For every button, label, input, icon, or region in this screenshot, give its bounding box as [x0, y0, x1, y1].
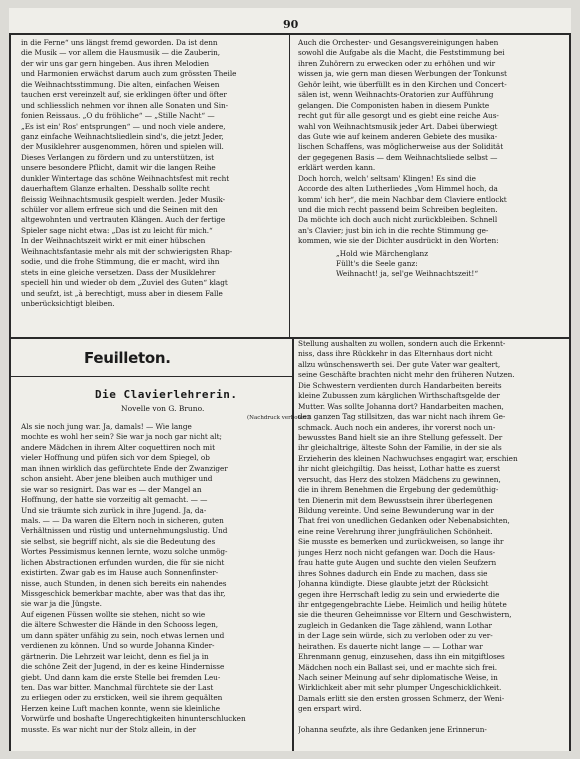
text-line: heirathen. Es dauerte nicht lange — — Lothar war: [298, 641, 483, 651]
text-line: eine reine Verehrung ihrer jungfräulichen Schönheit.: [298, 526, 493, 536]
reprint-note: (Nachdruck verboten.): [247, 415, 311, 421]
text-line: ihren Zuhörern zu erwecken oder zu erhöhen und wir: [298, 58, 496, 68]
text-line: fleissig Weihnachtsmusik gespielt werden. Jeder Musik-: [21, 194, 226, 204]
text-line: Hoffnung, der hatte sie vorzeitig alt gemacht. — —: [21, 495, 208, 505]
text-line: sie war so resignirt. Das war es — der Mangel an: [21, 484, 202, 494]
text-line: Verhältnissen und rüstig und unternehmungslustig. Und: [21, 526, 228, 536]
text-line: die schöne Zeit der Jugend, in der es keine Hindernisse: [21, 662, 225, 672]
text-line: ten Dienerin mit dem Bewusstsein ihrer überlegenen: [298, 495, 493, 505]
text-line: bewusstes Band hielt sie an ihre Stellung gefesselt. Der: [298, 432, 503, 442]
text-line: versucht, das Herz des stolzen Mädchens zu gewinnen,: [298, 474, 501, 484]
text-line: ihres Sohnes dadurch ein Ende zu machen, dass sie: [298, 568, 488, 578]
text-line: giebt. Und dann kam die erste Stelle bei fremden Leu-: [21, 672, 221, 682]
text-line: die Weihnachtsstimmung. Die alten, einfachen Weisen: [21, 79, 220, 89]
feuilleton-box-right: [292, 338, 294, 751]
text-line: Die Schwestern verdienten durch Handarbeiten bereits: [298, 380, 502, 390]
text-line: andere Mädchen in ihrem Alter coquettiren noch mit: [21, 442, 215, 452]
text-line: Johanna seufzte, als ihre Gedanken jene Erinnerun-: [298, 725, 487, 735]
top-column-divider: [289, 33, 290, 338]
story-left-column: [21, 422, 289, 735]
text-line: und schliesslich nehmen vor ihnen alle Sonaten und Sin-: [21, 100, 229, 110]
story-right-column: [298, 339, 562, 736]
story-title: Die Clavierlehrerin.: [95, 388, 238, 401]
text-line: altgewohnten und vertrauten Klängen. Auch der fertige: [21, 215, 226, 225]
verse-line: Weihnacht! ja, sel'ge Weihnachtszeit!“: [336, 269, 479, 278]
text-line: wahl von Weihnachtsmusik jeder Art. Dabei überwiegt: [298, 121, 498, 131]
text-line: wissen ja, wie gern man diesen Werbungen der Tonkunst: [298, 69, 507, 79]
text-line: Weihnachtsfantasie mehr als mit der schwierigsten Rhap-: [21, 246, 233, 256]
text-line: Doch horch, welch' seltsam' Klingen! Es sind die: [298, 173, 476, 183]
frame-top-rule: [9, 33, 571, 35]
verse-line: Füllt's die Seele ganz:: [336, 259, 418, 268]
feuilleton-heading-rule: [9, 376, 292, 377]
text-line: verdienen zu können. Und so wurde Johanna Kinder-: [21, 641, 215, 651]
feuilleton-heading: Feuilleton.: [84, 349, 171, 367]
text-line: sodie, und die frohe Stimmung, die er macht, wird ihn: [21, 257, 220, 267]
text-line: Bildung vereinte. Und seine Bewunderung war in der: [298, 506, 494, 515]
text-line: sälen ist, wenn Weihnachts-Oratorien zur Aufführung: [298, 90, 494, 100]
text-line: Da möchte ich doch auch nicht zurückbleiben. Schnell: [298, 215, 498, 225]
text-line: der wir uns gar gern hingeben. Aus ihren Melodien: [21, 58, 210, 68]
text-line: schüler vor allem erfreue sich und die Seinen mit den: [21, 205, 218, 214]
text-line: niss, dass ihre Rückkehr in das Elternhaus dort nicht: [298, 349, 493, 359]
text-line: lichen Abstractionen erfunden wurden, die für sie nicht: [21, 557, 225, 567]
verse-line: „Hold wie Märchenglanz: [336, 249, 429, 258]
text-line: Spieler sage nicht etwa: „Das ist zu leicht für mich.“: [21, 225, 213, 235]
text-line: Wortes Pessimismus kennen lernte, wozu solche unmög-: [21, 547, 228, 557]
text-line: in die Ferne“ uns längst fremd geworden. Da ist denn: [21, 38, 218, 47]
text-line: die ältere Schwester die Hände in den Schooss legen,: [21, 620, 219, 630]
text-line: gelangen. Die Componisten haben in diesem Punkte: [298, 100, 490, 110]
text-line: Vorwürfe und boshafte Ungerechtigkeiten hinunterschlucken: [21, 714, 246, 724]
text-line: sie die theuren Geheimnisse vor Eltern und Geschwistern,: [298, 610, 512, 620]
text-line: Mädchen noch ein Ballast sei, und er machte sich frei.: [298, 662, 498, 672]
text-line: unberücksichtigt bleiben.: [21, 298, 115, 308]
text-line: gen erspart wird.: [298, 704, 362, 714]
text-line: der gegegenen Basis — dem Weihnachtsliede selbst —: [298, 152, 498, 162]
text-line: zu erliegen oder zu ersticken, weil sie ihrem gequälten: [21, 693, 223, 703]
text-line: dauerhaftem Glanze erhalten. Desshalb sollte recht: [21, 184, 210, 194]
text-line: Ehrenmann genug, einzusehen, dass ihn ein mitgiftloses: [298, 652, 505, 662]
text-line: komm' ich her“, die mein Nachbar dem Claviere entlockt: [298, 194, 507, 204]
text-line: ihr entgegengebrachte Liebe. Heimlich und heilig hütete: [298, 599, 507, 609]
text-line: mals. — — Da waren die Eltern noch in sicheren, guten: [21, 515, 224, 525]
text-line: der Musiklehrer ausgenommen, hören und spielen will.: [21, 142, 224, 152]
text-line: That frei von unedlichen Gedanken oder Nebenabsichten,: [298, 516, 510, 526]
text-line: in der Lage sein würde, sich zu verloben oder zu ver-: [298, 631, 493, 641]
text-line: sie war ja die Jüngste.: [21, 599, 102, 609]
text-line: ganz einfache Weihnachtsliedlein sind's, die jetzt Jeder,: [21, 131, 224, 141]
text-line: [298, 715, 562, 725]
text-line: Erzieherin des kleinen Nachwuchses engagirt war, erschien: [298, 453, 518, 463]
text-line: Als sie noch jung war. Ja, damals! — Wie lange: [21, 422, 192, 431]
text-line: das Gute wie auf keinem anderen Gebiete des musika-: [298, 131, 498, 141]
text-line: vieler Hoffnung und püfen sich vor dem Spiegel, ob: [21, 453, 210, 463]
text-line: „Es ist ein' Ros' entsprungen“ — und noch viele andere,: [21, 121, 226, 131]
text-line: Nach seiner Meinung auf sehr diplomatische Weise, in: [298, 673, 498, 682]
text-line: tauchen erst vereinzelt auf, sie erklingen öfter und öfter: [21, 90, 227, 100]
text-line: man ihnen wirklich das gefürchtete Ende der Zwanziger: [21, 463, 228, 473]
text-line: ten. Das war bitter. Manchmal fürchtete sie der Last: [21, 682, 214, 692]
text-line: schon ansieht. Aber jene bleiben auch muthiger und: [21, 474, 213, 484]
newspaper-page: [9, 8, 571, 751]
text-line: und die mich recht passend beim Schreiben begleiten.: [298, 205, 498, 214]
text-line: sowohl die Aufgabe als die Macht, die Feststimmung bei: [298, 48, 505, 58]
text-line: frau hatte gute Augen und suchte den vielen Seufzern: [298, 558, 497, 568]
text-line: Johanna kündigte. Diese glaubte jetzt der Rücksicht: [298, 579, 489, 589]
text-line: zugleich in Gedanken die Tage zählend, wann Lothar: [298, 620, 492, 630]
text-line: Mutter. Was sollte Johanna dort? Handarbeiten machen,: [298, 401, 504, 411]
text-line: Wirklichkeit aber mit sehr plumper Ungeschicklichkeit.: [298, 683, 502, 693]
frame-right-rule: [569, 33, 571, 751]
text-line: Herzen keine Luft machen konnte, wenn sie kleinliche: [21, 703, 221, 713]
text-line: existirten. Zwar gab es im Hause auch Sonnenfinster-: [21, 568, 219, 578]
text-line: dunkler Wintertage das schöne Weihnachtsfest mit recht: [21, 173, 230, 183]
text-line: Missgeschick bemerkbar machte, aber was that das ihr,: [21, 589, 226, 598]
text-line: erklärt werden kann.: [298, 163, 376, 173]
text-line: allzu wünschenswerth sei. Der gute Vater war gealtert,: [298, 359, 501, 369]
text-line: recht gut für alle gesorgt und es giebt eine reiche Aus-: [298, 111, 499, 121]
text-line: die Musik — vor allem die Hausmusik — die Zauberin,: [21, 48, 221, 58]
text-line: fonien Reissaus. „O du fröhliche“ — „Stille Nacht“ —: [21, 111, 215, 121]
top-right-column: [298, 38, 562, 247]
text-line: nisse, auch Stunden, in denen sich bereits ein nahendes: [21, 578, 227, 588]
text-line: In der Weihnachtszeit wirkt er mit einer hübschen: [21, 236, 206, 246]
text-line: an's Clavier; just bin ich in die rechte Stimmung ge-: [298, 225, 489, 235]
text-line: unsere besondere Pflicht, damit wir die langen Reihe: [21, 163, 216, 173]
text-line: gärtnerin. Die Lehrzeit war leicht, denn es fiel ja in: [21, 651, 209, 661]
text-line: sie selbst, sie begriff nicht, als sie die Bedeutung des: [21, 536, 216, 546]
text-line: und Harmonien erwächst darum auch zum grössten Theile: [21, 69, 237, 79]
text-line: Accorde des alten Lutherliedes „Vom Himmel hoch, da: [298, 184, 498, 194]
text-line: stets in eine gleiche versetzen. Dass der Musiklehrer: [21, 267, 216, 277]
text-line: seine Geschäfte brachten nicht mehr den früheren Nutzen.: [298, 370, 515, 380]
text-line: ihr nicht gleichgiltig. Das heisst, Lothar hatte es zuerst: [298, 464, 501, 474]
text-line: Auf eigenen Füssen wollte sie stehen, nicht so wie: [21, 609, 206, 619]
page-number: 90: [283, 18, 299, 31]
text-line: junges Herz noch nicht gefangen war. Doch die Haus-: [298, 547, 496, 557]
text-line: Stellung aushalten zu wollen, sondern auch die Erkennt-: [298, 339, 506, 348]
text-line: ihr gleichaltrige, älteste Sohn der Familie, in der sie als: [298, 443, 502, 453]
text-line: schmack. Auch noch ein anderes, ihr vorerst noch un-: [298, 422, 496, 432]
text-line: mochte es wohl her sein? Sie war ja noch gar nicht alt;: [21, 432, 222, 442]
text-line: Sie musste es bemerken und zurückweisen, so lange ihr: [298, 537, 504, 547]
text-line: Dieses Verlangen zu fördern und zu unterstützen, ist: [21, 152, 214, 162]
text-line: speciell hin und wieder ob dem „Zuviel des Guten“ klagt: [21, 278, 228, 288]
text-line: gegen ihre Herrschaft ledig zu sein und erwiederte die: [298, 589, 500, 599]
text-line: Damals erlitt sie den ersten grossen Schmerz, der Weni-: [298, 693, 505, 703]
text-line: und seufzt, ist „à berechtigt, muss aber in diesem Falle: [21, 288, 223, 298]
text-line: die in ihrem Benehmen die Ergebung der gedemüthig-: [298, 485, 499, 495]
text-line: musste. Es war nicht nur der Stolz allein, in der: [21, 724, 197, 734]
text-line: um dann später unfähig zu sein, noch etwas lernen und: [21, 630, 225, 640]
top-left-column: [21, 38, 283, 309]
text-line: kommen, wie sie der Dichter ausdrückt in den Worten:: [298, 236, 499, 246]
frame-left-rule: [9, 33, 11, 751]
text-line: den ganzen Tag stillsitzen, das war nicht nach ihrem Ge-: [298, 412, 506, 422]
text-line: Und sie träumte sich zurück in ihre Jugend. Ja, da-: [21, 505, 207, 515]
byline: Novelle von G. Bruno.: [121, 404, 205, 413]
text-line: lischen Schaffens, was möglicherweise aus der Solidität: [298, 142, 504, 152]
text-line: Auch die Orchester- und Gesangsvereinigungen haben: [298, 38, 499, 47]
text-line: Gehör leiht, wie überfüllt es in den Kirchen und Concert-: [298, 79, 507, 89]
text-line: kleine Zubussen zum kärglichen Wirthschaftsgelde der: [298, 391, 500, 401]
